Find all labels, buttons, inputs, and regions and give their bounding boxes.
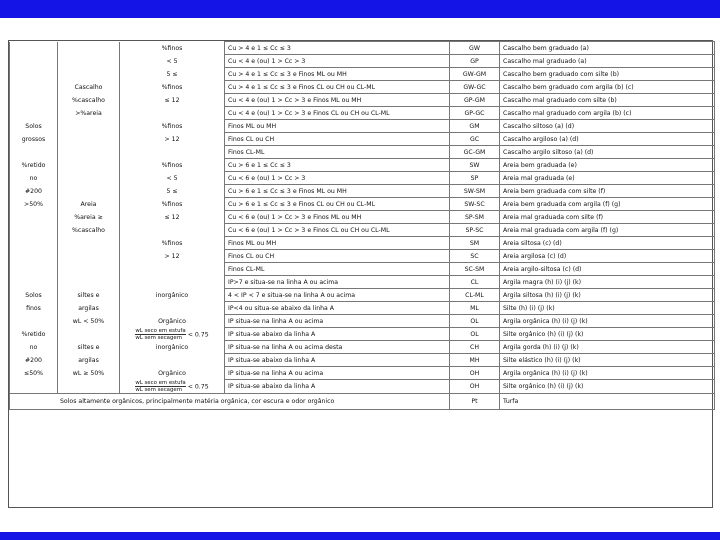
soil-group-cell [10, 315, 58, 328]
criteria-cell: Cu > 4 e 1 ≤ Cc ≤ 3 e Finos ML ou MH [225, 68, 450, 81]
fines-criterion-cell: > 12 [120, 133, 225, 146]
criteria-cell: IP situa-se na linha A ou acima [225, 315, 450, 328]
symbol-cell: SW-SC [450, 198, 500, 211]
soil-group-cell [10, 211, 58, 224]
table-row [10, 159, 715, 172]
subgroup-cell: %areia ≥ [58, 211, 120, 224]
table-row [10, 263, 715, 276]
table-row [10, 224, 715, 237]
soil-group-cell: no [10, 172, 58, 185]
fines-criterion-cell: < 5 [120, 172, 225, 185]
fines-criterion-cell: %finos [120, 198, 225, 211]
symbol-cell: GP-GC [450, 107, 500, 120]
table-row [10, 94, 715, 107]
symbol-cell: SM [450, 237, 500, 250]
name-cell: Silte (h) (i) (j) (k) [500, 302, 715, 315]
criteria-cell: Cu < 6 e (ou) 1 > Cc > 3 [225, 172, 450, 185]
name-cell: Argila siltosa (h) (i) (j) (k) [500, 289, 715, 302]
criteria-cell: Finos ML ou MH [225, 120, 450, 133]
symbol-cell: SW-SM [450, 185, 500, 198]
symbol-cell: SP-SM [450, 211, 500, 224]
footer-row [10, 393, 715, 409]
table-body [10, 42, 715, 410]
fines-criterion-cell: < 5 [120, 55, 225, 68]
table-row [10, 198, 715, 211]
table-row [10, 81, 715, 94]
fines-criterion-cell: %finos [120, 81, 225, 94]
subgroup-cell [58, 159, 120, 172]
symbol-cell: SC [450, 250, 500, 263]
soil-group-cell [10, 107, 58, 120]
table-row [10, 55, 715, 68]
fines-criterion-cell [120, 328, 225, 341]
name-cell: Cascalho mal graduado (a) [500, 55, 715, 68]
ratio-numerator: wL seco em estufa [135, 327, 186, 334]
fines-criterion-cell: Orgânico [120, 315, 225, 328]
soil-group-cell [10, 263, 58, 276]
ratio-denominator: wL sem secagem [135, 334, 182, 341]
symbol-cell: ML [450, 302, 500, 315]
symbol-cell: SW [450, 159, 500, 172]
table-row [10, 120, 715, 133]
name-cell: Areia argilo-siltosa (c) (d) [500, 263, 715, 276]
symbol-cell: GP [450, 55, 500, 68]
criteria-cell: Cu < 4 e (ou) 1 > Cc > 3 [225, 55, 450, 68]
fines-criterion-cell: inorgânico [120, 289, 225, 302]
symbol-cell: CL-ML [450, 289, 500, 302]
footer-symbol: Pt [450, 393, 500, 409]
criteria-cell: Finos CL ou CH [225, 133, 450, 146]
symbol-cell: CH [450, 341, 500, 354]
symbol-cell: SP [450, 172, 500, 185]
subgroup-cell [58, 120, 120, 133]
symbol-cell: GC-GM [450, 146, 500, 159]
soil-group-cell: no [10, 341, 58, 354]
symbol-cell: GW [450, 42, 500, 55]
name-cell: Cascalho bem graduado com argila (b) (c) [500, 81, 715, 94]
table-row [10, 237, 715, 250]
symbol-cell: OH [450, 367, 500, 380]
criteria-cell: Cu < 4 e (ou) 1 > Cc > 3 e Finos ML ou MH [225, 94, 450, 107]
criteria-cell: Cu < 4 e (ou) 1 > Cc > 3 e Finos CL ou CH ou CL-ML [225, 107, 450, 120]
name-cell: Cascalho siltoso (a) (d) [500, 120, 715, 133]
table-row [10, 185, 715, 198]
soil-group-cell [10, 224, 58, 237]
subgroup-cell [58, 380, 120, 394]
subgroup-cell: Cascalho [58, 81, 120, 94]
fines-criterion-cell [120, 107, 225, 120]
ratio-fraction [135, 380, 185, 393]
ratio-comparison: < 0.75 [187, 383, 209, 390]
table-row [10, 328, 715, 341]
fines-criterion-cell: 5 ≤ [120, 68, 225, 81]
fines-criterion-cell [120, 263, 225, 276]
name-cell: Areia bem graduada (e) [500, 159, 715, 172]
criteria-cell: IP situa-se na linha A ou acima desta [225, 341, 450, 354]
subgroup-cell: %cascalho [58, 94, 120, 107]
criteria-cell: Cu > 6 e 1 ≤ Cc ≤ 3 e Finos CL ou CH ou CL-ML [225, 198, 450, 211]
subgroup-cell: siltes e [58, 289, 120, 302]
criteria-cell: IP situa-se abaixo da linha A [225, 380, 450, 394]
name-cell: Areia bem graduada com argila (f) (g) [500, 198, 715, 211]
table-row [10, 315, 715, 328]
soil-group-cell [10, 55, 58, 68]
criteria-cell: Finos ML ou MH [225, 237, 450, 250]
criteria-cell: IP situa-se abaixo da linha A [225, 328, 450, 341]
symbol-cell: OL [450, 328, 500, 341]
subgroup-cell [58, 263, 120, 276]
fines-criterion-cell [120, 354, 225, 367]
name-cell: Areia mal graduada com silte (f) [500, 211, 715, 224]
subgroup-cell: wL ≥ 50% [58, 367, 120, 380]
symbol-cell: OL [450, 315, 500, 328]
criteria-cell: Cu > 4 e 1 ≤ Cc ≤ 3 [225, 42, 450, 55]
criteria-cell: Cu > 4 e 1 ≤ Cc ≤ 3 e Finos CL ou CH ou CL-ML [225, 81, 450, 94]
soil-group-cell [10, 146, 58, 159]
table-row [10, 367, 715, 380]
fines-criterion-cell: > 12 [120, 250, 225, 263]
criteria-cell: Finos CL ou CH [225, 250, 450, 263]
table-row [10, 289, 715, 302]
name-cell: Cascalho argilo siltoso (a) (d) [500, 146, 715, 159]
name-cell: Argila magra (h) (i) (j) (k) [500, 276, 715, 289]
soil-group-cell [10, 380, 58, 394]
subgroup-cell [58, 250, 120, 263]
name-cell: Areia bem graduada com silte (f) [500, 185, 715, 198]
table-row [10, 380, 715, 394]
table-row [10, 172, 715, 185]
subgroup-cell [58, 68, 120, 81]
subgroup-cell [58, 146, 120, 159]
subgroup-cell [58, 276, 120, 289]
name-cell: Cascalho bem graduado (a) [500, 42, 715, 55]
name-cell: Areia mal graduada com argila (f) (g) [500, 224, 715, 237]
table-row [10, 302, 715, 315]
table-row [10, 341, 715, 354]
soil-group-cell [10, 81, 58, 94]
criteria-cell: Cu < 6 e (ou) 1 > Cc > 3 e Finos CL ou CH ou CL-ML [225, 224, 450, 237]
fines-criterion-cell [120, 146, 225, 159]
name-cell: Argila orgânica (h) (i) (j) (k) [500, 367, 715, 380]
name-cell: Areia siltosa (c) (d) [500, 237, 715, 250]
criteria-cell: Cu > 6 e 1 ≤ Cc ≤ 3 [225, 159, 450, 172]
soil-group-cell: Solos [10, 120, 58, 133]
subgroup-cell [58, 133, 120, 146]
symbol-cell: GW-GC [450, 81, 500, 94]
fines-criterion-cell: %finos [120, 159, 225, 172]
subgroup-cell [58, 42, 120, 55]
soil-group-cell [10, 68, 58, 81]
subgroup-cell: argilas [58, 354, 120, 367]
soil-group-cell [10, 237, 58, 250]
soil-group-cell [10, 94, 58, 107]
soil-group-cell: #200 [10, 185, 58, 198]
name-cell: Cascalho mal graduado com silte (b) [500, 94, 715, 107]
criteria-cell: IP situa-se abaixo da linha A [225, 354, 450, 367]
subgroup-cell [58, 328, 120, 341]
symbol-cell: CL [450, 276, 500, 289]
fines-criterion-cell: 5 ≤ [120, 185, 225, 198]
fines-criterion-cell [120, 302, 225, 315]
soil-group-cell [10, 250, 58, 263]
subgroup-cell: siltes e [58, 341, 120, 354]
soil-group-cell: >50% [10, 198, 58, 211]
criteria-cell: Finos CL-ML [225, 263, 450, 276]
subgroup-cell: argilas [58, 302, 120, 315]
table-row [10, 68, 715, 81]
soil-group-cell: %retido [10, 328, 58, 341]
uscs-classification-table [8, 40, 713, 508]
name-cell: Cascalho bem graduado com silte (b) [500, 68, 715, 81]
table-row [10, 211, 715, 224]
fines-criterion-cell [120, 224, 225, 237]
name-cell: Cascalho argiloso (a) (d) [500, 133, 715, 146]
bottom-blue-bar [0, 532, 720, 540]
symbol-cell: OH [450, 380, 500, 394]
table-row [10, 146, 715, 159]
fines-criterion-cell: %finos [120, 120, 225, 133]
name-cell: Silte orgânico (h) (i) (j) (k) [500, 380, 715, 394]
name-cell: Silte orgânico (h) (i) (j) (k) [500, 328, 715, 341]
criteria-cell: 4 < IP < 7 e situa-se na linha A ou acima [225, 289, 450, 302]
table-row [10, 354, 715, 367]
soil-group-cell: Solos [10, 289, 58, 302]
name-cell: Argila orgânica (h) (i) (j) (k) [500, 315, 715, 328]
symbol-cell: GP-GM [450, 94, 500, 107]
ratio-fraction [135, 328, 185, 341]
top-blue-bar [0, 0, 720, 18]
subgroup-cell: >%areia [58, 107, 120, 120]
name-cell: Areia argilosa (c) (d) [500, 250, 715, 263]
symbol-cell: SC-SM [450, 263, 500, 276]
criteria-cell: Cu > 6 e 1 ≤ Cc ≤ 3 e Finos ML ou MH [225, 185, 450, 198]
table-row [10, 133, 715, 146]
subgroup-cell: Areia [58, 198, 120, 211]
symbol-cell: GC [450, 133, 500, 146]
ratio-numerator: wL seco em estufa [135, 379, 186, 386]
name-cell: Silte elástico (h) (i) (j) (k) [500, 354, 715, 367]
soil-group-cell: ≤50% [10, 367, 58, 380]
criteria-cell: Cu < 6 e (ou) 1 > Cc > 3 e Finos ML ou MH [225, 211, 450, 224]
fines-criterion-cell [120, 276, 225, 289]
table-row [10, 250, 715, 263]
name-cell: Cascalho mal graduado com argila (b) (c) [500, 107, 715, 120]
ratio-comparison: < 0.75 [187, 331, 209, 338]
name-cell: Areia mal graduada (e) [500, 172, 715, 185]
symbol-cell: GM [450, 120, 500, 133]
soil-group-cell: grossos [10, 133, 58, 146]
criteria-cell: Finos CL-ML [225, 146, 450, 159]
symbol-cell: SP-SC [450, 224, 500, 237]
soil-group-cell [10, 42, 58, 55]
footer-name: Turfa [500, 393, 715, 409]
soil-group-cell: finos [10, 302, 58, 315]
subgroup-cell: wL < 50% [58, 315, 120, 328]
soil-group-cell: #200 [10, 354, 58, 367]
symbol-cell: GW-GM [450, 68, 500, 81]
fines-criterion-cell: %finos [120, 42, 225, 55]
footer-description: Solos altamente orgânicos, principalmente matéria orgânica, cor escura e odor orgânico [10, 393, 450, 409]
table-row [10, 107, 715, 120]
soil-group-cell: %retido [10, 159, 58, 172]
fines-criterion-cell: inorgânico [120, 341, 225, 354]
fines-criterion-cell: %finos [120, 237, 225, 250]
subgroup-cell [58, 172, 120, 185]
criteria-cell: IP<4 ou situa-se abaixo da linha A [225, 302, 450, 315]
fines-criterion-cell: ≤ 12 [120, 211, 225, 224]
subgroup-cell [58, 185, 120, 198]
criteria-cell: IP>7 e situa-se na linha A ou acima [225, 276, 450, 289]
ratio-denominator: wL sem secagem [135, 386, 182, 393]
name-cell: Argila gorda (h) (i) (j) (k) [500, 341, 715, 354]
fines-criterion-cell: ≤ 12 [120, 94, 225, 107]
fines-criterion-cell: Orgânico [120, 367, 225, 380]
subgroup-cell [58, 237, 120, 250]
subgroup-cell: %cascalho [58, 224, 120, 237]
symbol-cell: MH [450, 354, 500, 367]
criteria-cell: IP situa-se na linha A ou acima [225, 367, 450, 380]
subgroup-cell [58, 55, 120, 68]
soil-group-cell [10, 276, 58, 289]
table-row [10, 276, 715, 289]
fines-criterion-cell [120, 380, 225, 394]
table-row [10, 42, 715, 55]
